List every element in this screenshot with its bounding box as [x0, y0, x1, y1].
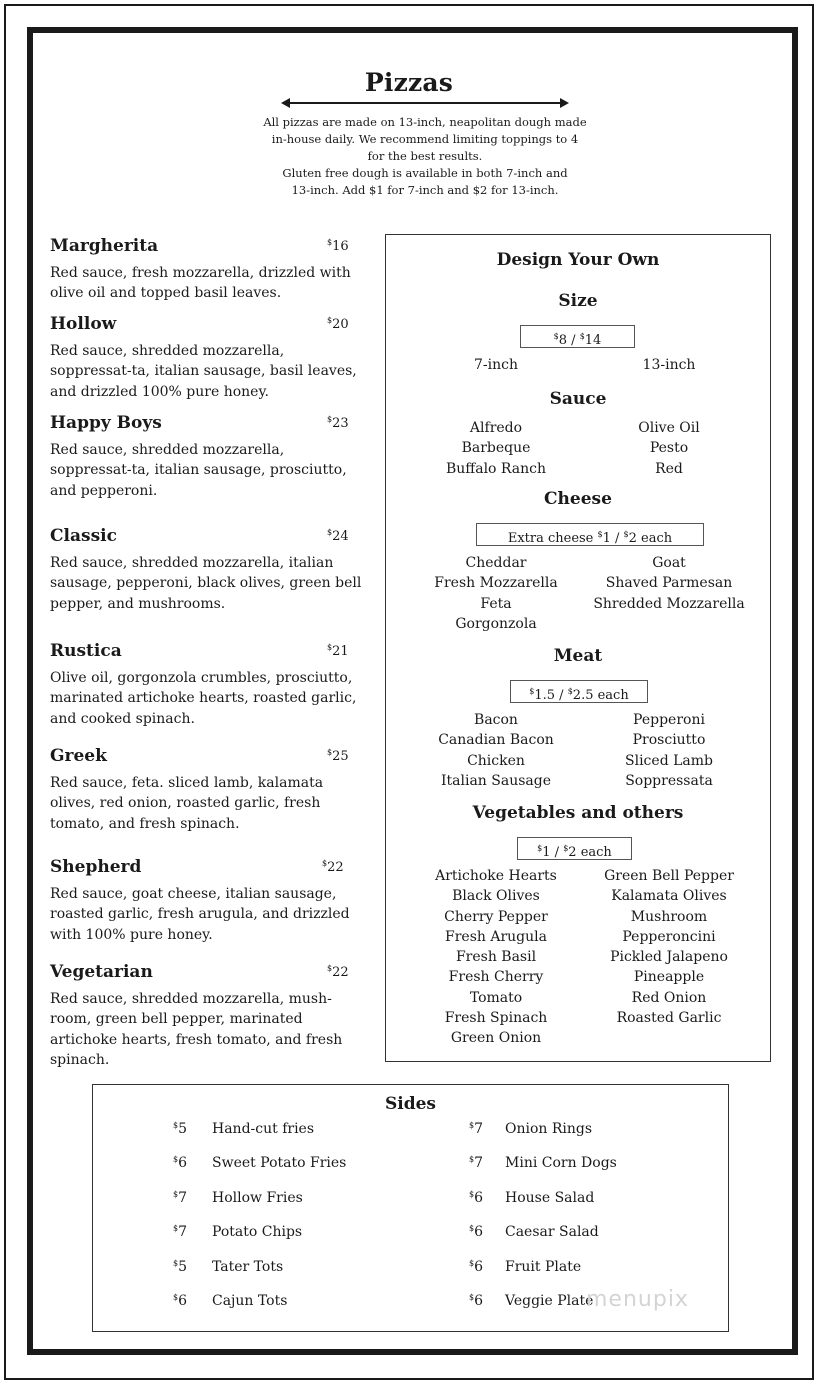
meat-heading: Meat — [553, 646, 603, 666]
list-item: Buffalo Ranch — [445, 460, 547, 477]
pizza-description: Red sauce, shredded mozzarella, mush-room, green bell pepper, marinated artichoke hearts, fresh tomato, and fresh spinach. — [50, 991, 343, 1068]
list-item: Goat — [652, 555, 686, 571]
side-name: Fruit Plate — [505, 1259, 582, 1275]
list-item: Olive Oil — [638, 420, 700, 436]
side-name: Potato Chips — [212, 1224, 303, 1240]
list-item: Shaved Parmesan — [605, 575, 733, 592]
side-price: $6 — [469, 1224, 484, 1240]
pizza-name: Greek — [50, 746, 107, 766]
side-price: $7 — [173, 1224, 188, 1240]
cheese-price-box: Extra cheese $1 / $2 each — [476, 523, 704, 546]
pizza-price: $22 — [322, 859, 344, 875]
side-price: $7 — [173, 1190, 188, 1206]
list-item: Fresh Spinach — [444, 1010, 548, 1027]
list-item: Kalamata Olives — [611, 888, 727, 905]
list-item: Bacon — [474, 712, 518, 728]
intro-line: in-house daily. We recommend limiting toppings to 4 — [271, 132, 579, 146]
list-item: Fresh Basil — [455, 949, 537, 966]
side-name: Cajun Tots — [212, 1293, 288, 1309]
intro-line: Gluten free dough is available in both 7-inch and — [282, 166, 568, 180]
intro-line: 13-inch. Add $1 for 7-inch and $2 for 13-inch. — [291, 183, 559, 197]
pizza-item-happy-boys — [50, 413, 370, 501]
side-price: $6 — [469, 1259, 484, 1275]
pizza-description: Red sauce, shredded mozzarella, italian sausage, pepperoni, black olives, green bell pepper, and mushrooms. — [50, 555, 362, 612]
pizza-name: Margherita — [50, 236, 159, 256]
side-name: House Salad — [505, 1190, 595, 1206]
side-name: Mini Corn Dogs — [505, 1155, 617, 1171]
meat-price-box: $1.5 / $2.5 each — [510, 680, 648, 703]
list-item: Canadian Bacon — [438, 732, 554, 749]
cheese-heading: Cheese — [544, 489, 612, 509]
pizza-item-vegetarian — [50, 962, 370, 1070]
list-item: Pesto — [649, 440, 689, 457]
pizza-price: $25 — [327, 748, 349, 764]
pizza-item-rustica — [50, 641, 370, 729]
list-item: Artichoke Hearts — [435, 868, 557, 884]
list-item: Red Onion — [631, 989, 707, 1006]
list-item: Pickled Jalapeno — [610, 949, 728, 966]
pizza-item-hollow — [50, 314, 370, 402]
dyo-title: Design Your Own — [496, 250, 660, 270]
list-item: Pineapple — [633, 969, 705, 986]
list-item: Fresh Mozzarella — [434, 575, 558, 592]
list-item: Mushroom — [630, 908, 708, 925]
list-item: Alfredo — [469, 420, 523, 436]
pizza-name: Happy Boys — [50, 413, 162, 433]
pizza-description: Red sauce, feta. sliced lamb, kalamata olives, red onion, roasted garlic, fresh tomato, and fresh spinach. — [50, 775, 324, 832]
pizza-price: $22 — [327, 964, 349, 980]
list-item: Pepperoni — [633, 712, 705, 728]
list-item: Cherry Pepper — [444, 908, 548, 925]
list-item: Feta — [480, 595, 512, 612]
vegetables-price-box: $1 / $2 each — [517, 837, 632, 860]
cheese-list-right — [584, 553, 754, 614]
sauce-list-left — [410, 418, 582, 479]
side-price: $6 — [173, 1155, 188, 1171]
pizza-description: Red sauce, shredded mozzarella, soppressat-ta, italian sausage, prosciutto, and pepperoni. — [50, 442, 347, 499]
pizza-name: Shepherd — [50, 857, 142, 877]
vegetables-heading: Vegetables and others — [472, 803, 684, 823]
side-name: Onion Rings — [505, 1121, 593, 1137]
list-item: Italian Sausage — [440, 772, 551, 789]
pizza-name: Classic — [50, 526, 117, 546]
vegetables-list-left — [410, 866, 582, 1049]
side-price: $5 — [173, 1259, 188, 1275]
sauce-heading: Sauce — [549, 389, 607, 409]
pizza-description: Red sauce, fresh mozzarella, drizzled with olive oil and topped basil leaves. — [50, 265, 351, 302]
pizza-description: Red sauce, goat cheese, italian sausage, roasted garlic, fresh arugula, and drizzled with 100% pure honey. — [50, 886, 350, 943]
side-price: $6 — [469, 1293, 484, 1309]
pizza-description: Red sauce, shredded mozzarella, soppressat-ta, italian sausage, basil leaves, and drizzled 100% pure honey. — [50, 343, 357, 400]
list-item: Sliced Lamb — [625, 752, 713, 769]
list-item: Chicken — [467, 752, 525, 769]
meat-list-right — [584, 710, 754, 791]
size-heading: Size — [558, 291, 598, 311]
list-item: Black Olives — [452, 888, 540, 905]
intro-line: for the best results. — [367, 149, 483, 163]
list-item: Green Bell Pepper — [604, 868, 734, 884]
side-name: Caesar Salad — [505, 1224, 599, 1240]
list-item: Barbeque — [461, 440, 531, 457]
intro-text — [245, 114, 605, 199]
sides-title: Sides — [384, 1094, 436, 1114]
list-item: Roasted Garlic — [616, 1010, 722, 1027]
list-item: Soppressata — [625, 772, 713, 789]
side-name: Hand-cut fries — [212, 1121, 315, 1137]
list-item: Gorgonzola — [455, 615, 537, 632]
double-arrow-divider — [283, 102, 567, 104]
list-item: Pepperoncini — [622, 928, 716, 945]
pizza-item-classic — [50, 526, 370, 614]
list-item: Shredded Mozzarella — [593, 595, 745, 612]
side-name: Sweet Potato Fries — [212, 1155, 347, 1171]
side-price: $7 — [469, 1155, 484, 1171]
list-item: Fresh Cherry — [448, 969, 544, 986]
pizza-price: $21 — [327, 643, 349, 659]
pizza-price: $16 — [327, 238, 349, 254]
meat-list-left — [410, 710, 582, 791]
pizza-name: Vegetarian — [50, 962, 153, 982]
size-option-large: 13-inch — [642, 357, 696, 373]
pizza-item-margherita — [50, 236, 370, 304]
side-name: Tater Tots — [212, 1259, 284, 1275]
list-item: Tomato — [469, 989, 523, 1006]
size-option-small: 7-inch — [474, 357, 518, 373]
side-name: Veggie Plate — [505, 1293, 594, 1309]
side-price: $6 — [173, 1293, 188, 1309]
list-item: Prosciutto — [632, 732, 706, 749]
list-item: Fresh Arugula — [445, 928, 547, 945]
list-item: Cheddar — [465, 555, 527, 571]
side-price: $6 — [469, 1190, 484, 1206]
cheese-list-left — [410, 553, 582, 634]
pizza-price: $23 — [327, 415, 349, 431]
side-price: $7 — [469, 1121, 484, 1137]
pizza-description: Olive oil, gorgonzola crumbles, prosciutto, marinated artichoke hearts, roasted garlic, and cooked spinach. — [50, 670, 357, 727]
side-name: Hollow Fries — [212, 1190, 303, 1206]
pizza-item-shepherd — [50, 857, 370, 945]
pizza-price: $24 — [327, 528, 349, 544]
side-price: $5 — [173, 1121, 188, 1137]
intro-line: All pizzas are made on 13-inch, neapolitan dough made — [263, 115, 587, 129]
pizza-name: Rustica — [50, 641, 122, 661]
pizza-name: Hollow — [50, 314, 117, 334]
sauce-list-right — [584, 418, 754, 479]
pizza-price: $20 — [327, 316, 349, 332]
page-title: Pizzas — [364, 68, 454, 97]
size-price-box: $8 / $14 — [520, 325, 635, 348]
watermark: menupix — [586, 1287, 689, 1312]
vegetables-list-right — [584, 866, 754, 1028]
pizza-item-greek — [50, 746, 370, 834]
list-item: Red — [655, 460, 683, 477]
list-item: Green Onion — [450, 1030, 542, 1047]
